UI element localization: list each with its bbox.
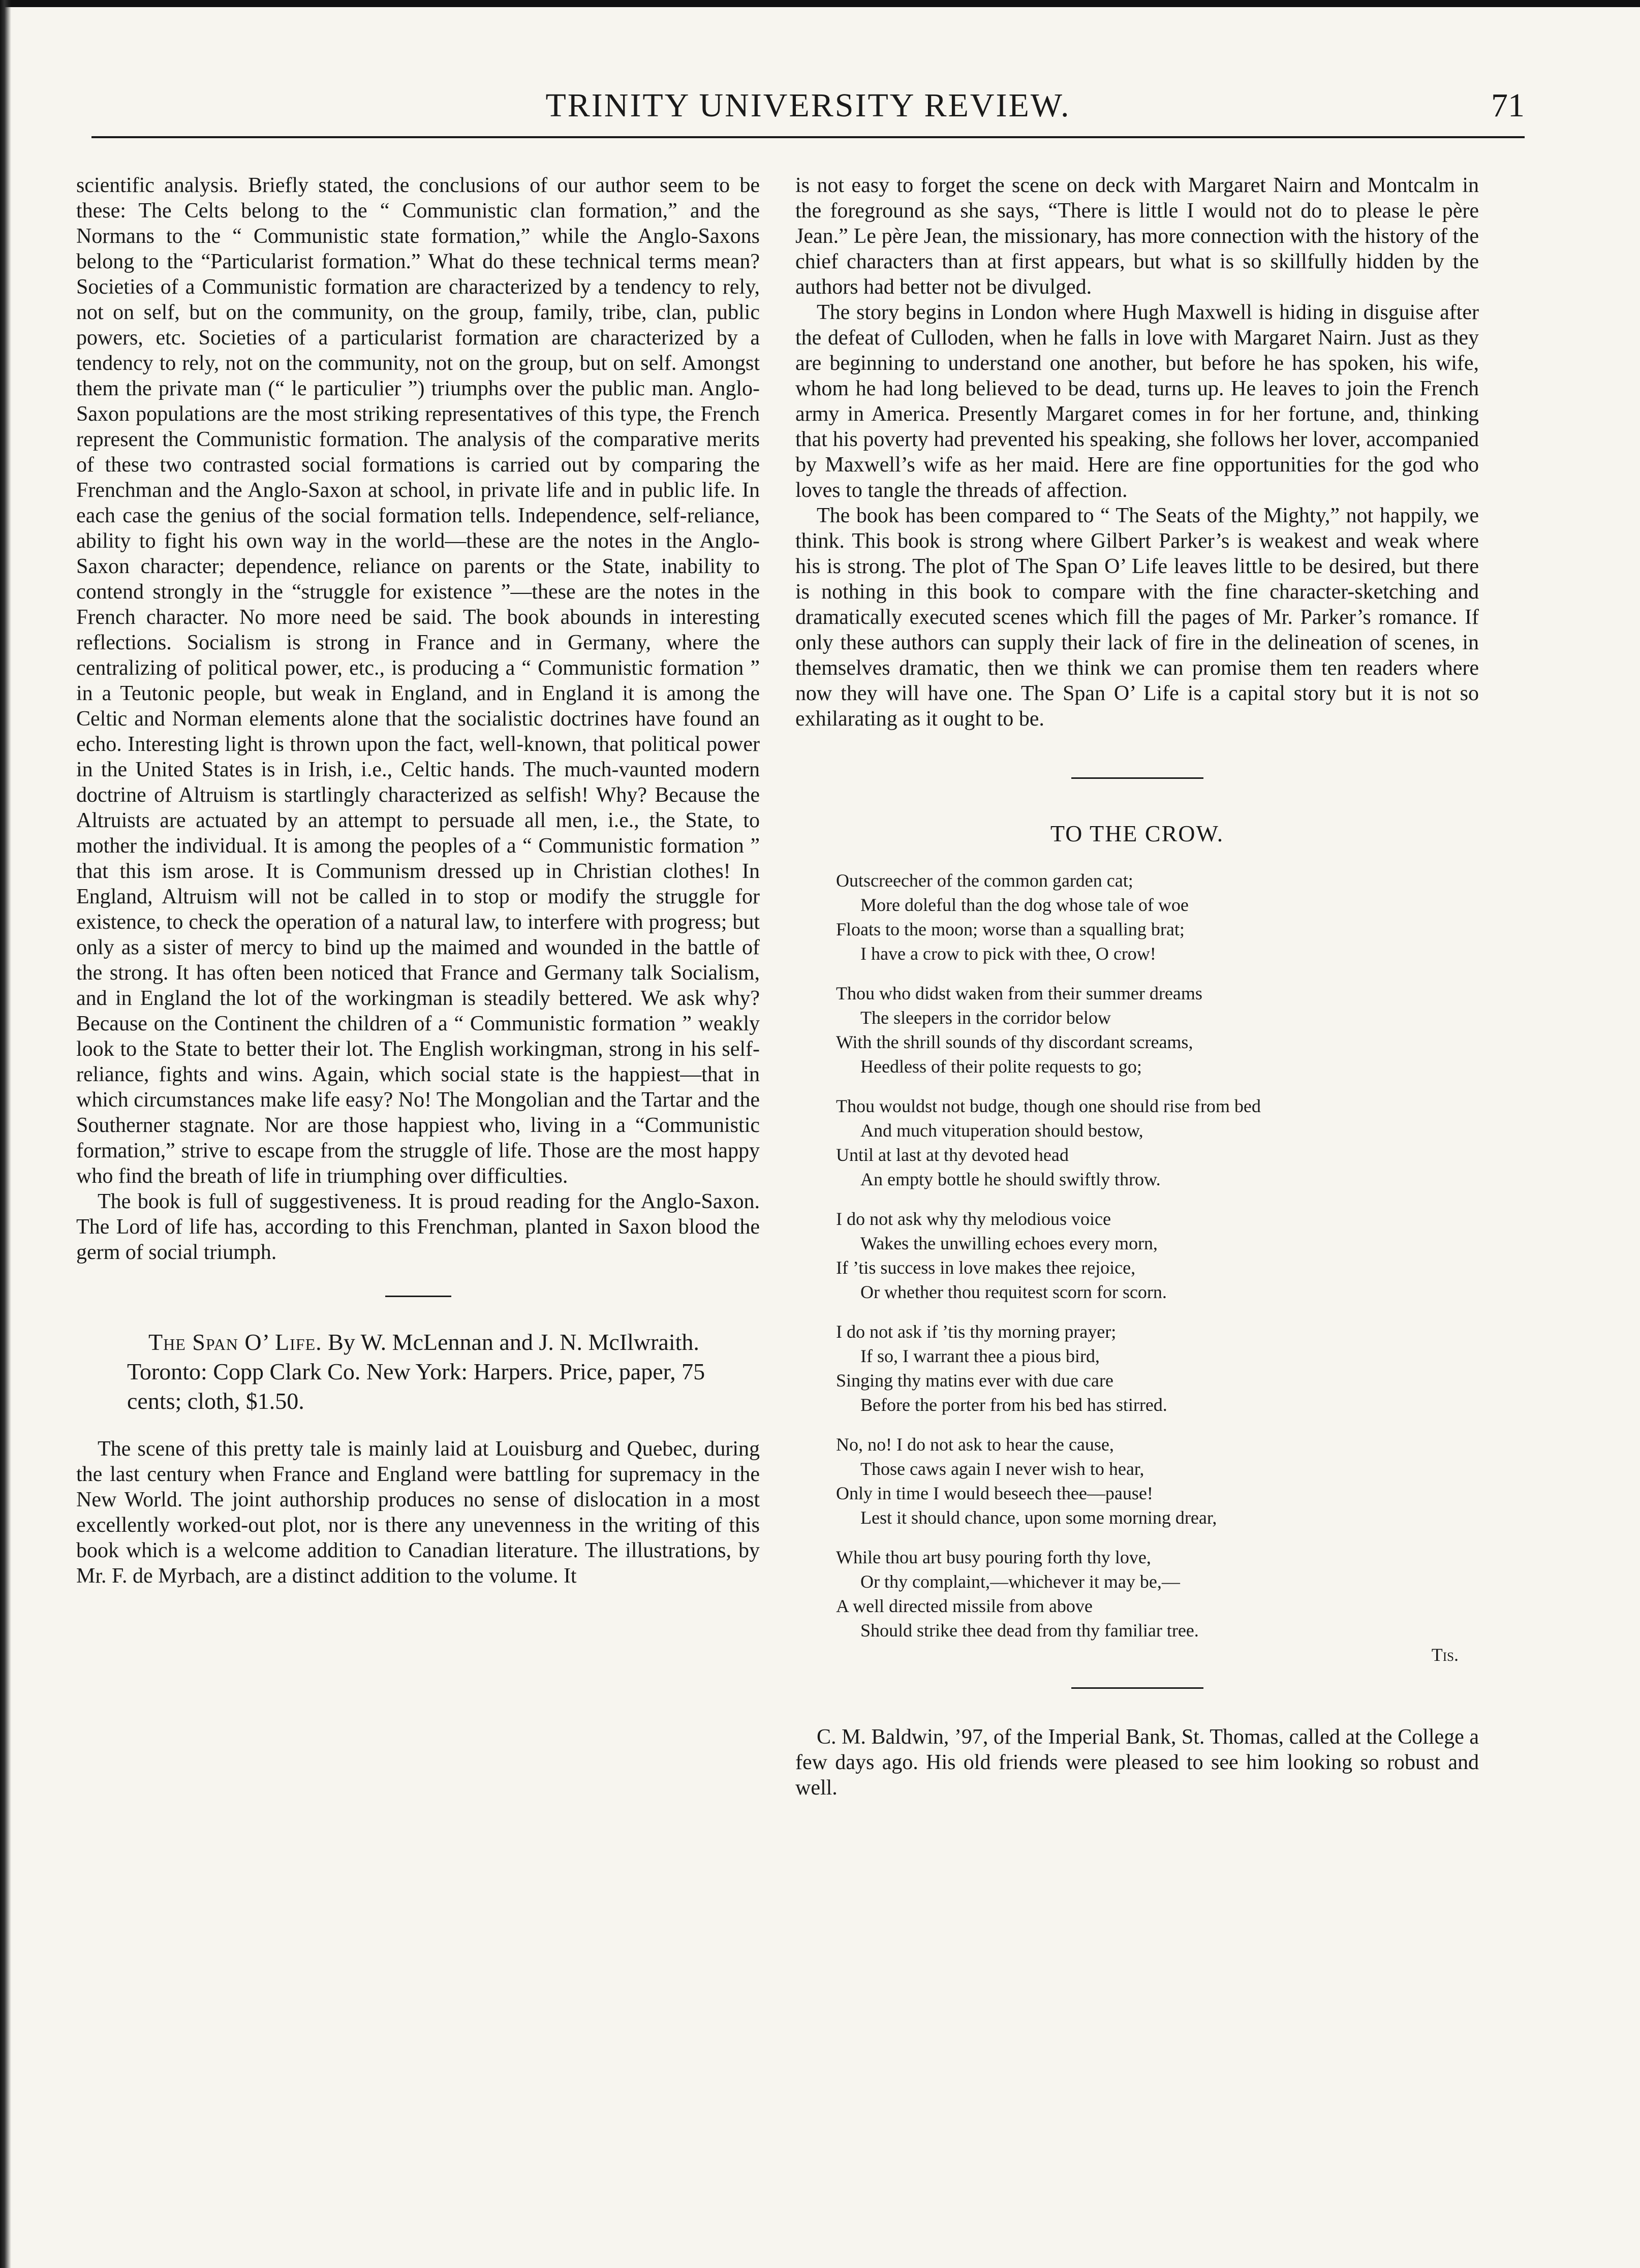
poem-line: Until at last at thy devoted head xyxy=(836,1145,1069,1165)
poem-line: I do not ask why thy melodious voice xyxy=(836,1209,1111,1229)
essay-paragraph: scientific analysis. Briefly stated, the conclusions of our author seem to be these: The Celts belong to the “ Communistic clan formation,” and the Normans to the “ Communistic state formation,” while the Anglo-Saxons belong to the “Particularist formation.” What do these technical terms mean? Societies of a Communistic formation are characterized by a tendency to rely, not on self, but on the community, on the group, family, tribe, clan, public powers, etc. Societies of a particularist formation are characterized by a tendency to rely, not on the community, not on the group, but on self. Amongst them the private man (“ le particulier ”) triumphs over the public man. Anglo-Saxon populations are the most striking representatives of this type, the French represent the Communistic formation. The analysis of the comparative merits of these two contrasted social formations is carried out by comparing the Frenchman and the Anglo-Saxon at school, in private life and in public life. In each case the genius of the social formation tells. Independence, self-reliance, ability to fight his own way in the world—these are the notes in the Anglo-Saxon character; dependence, reliance on parents or the State, inability to contend strongly in the “struggle for existence ”—these are the notes in the French character. No more need be said. The book abounds in interesting reflections. Socialism is strong in France and in Germany, where the centralizing of political power, etc., is producing a “ Communistic formation ” in a Teutonic people, but weak in England, and in England it is among the Celtic and Norman elements alone that the socialistic doctrines have found an echo. Interesting light is thrown upon the fact, well-known, that political power in the United States is in Irish, i.e., Celtic hands. The much-vaunted modern doctrine of Altruism is startlingly characterized as selfish! Why? Because the Altruists are actuated by an attempt to persuade all men, i.e., the State, to mother the individual. It is among the peoples of a “ Communistic formation ” that this ism arose. It is Communism dressed up in Christian clothes! In England, Altruism will not be called in to stop or modify the struggle for existence, to check the operation of a natural law, to interfere with progress; but only as a sister of mercy to bind up the maimed and wounded in the battle of the strong. It has often been noticed that France and Germany talk Socialism, and in England the lot of the workingman is steadily bettered. We ask why? Because on the Continent the children of a “ Communistic formation ” weakly look to the State to better their lot. The English workingman, strong in his self-reliance, fights and wins. Again, which social state is the happiest—that in which circumstances make life easy? No! The Mongolian and the Tartar and the Southerner stagnate. Nor are those happiest who, living in a “Communistic formation,” strive to escape from the struggle of life. Those are the most happy who find the breath of life in triumphing over difficulties. xyxy=(76,174,760,1188)
poem-line: Or whether thou requitest scorn for scorn. xyxy=(860,1282,1167,1302)
poem-line: An empty bottle he should swiftly throw. xyxy=(860,1169,1161,1189)
review-heading xyxy=(76,1328,760,1416)
review-book-title: The Span O’ Life. xyxy=(148,1329,322,1355)
poem-line: I do not ask if ’tis thy morning prayer; xyxy=(836,1321,1117,1342)
review-book-details: By W. McLennan and J. N. McIlwraith. Toronto: Copp Clark Co. New York: Harpers. Price, paper, 75 cents; cloth, $1.50. xyxy=(127,1329,705,1414)
poem-stanza xyxy=(836,1207,1479,1304)
poem-line: A well directed missile from above xyxy=(836,1596,1093,1616)
poem xyxy=(836,868,1479,1667)
essay-paragraph: The book is full of suggestiveness. It is proud reading for the Anglo-Saxon. The Lord of life has, according to this Frenchman, planted in Saxon blood the germ of social triumph. xyxy=(76,1190,760,1264)
poem-line: Only in time I would beseech thee—pause! xyxy=(836,1483,1153,1503)
poem-title: TO THE CROW. xyxy=(1050,821,1224,846)
page-number: 71 xyxy=(1491,87,1525,124)
poem-line: Before the porter from his bed has stirred. xyxy=(860,1395,1167,1415)
poem-line: Lest it should chance, upon some morning drear, xyxy=(860,1507,1217,1528)
poem-line: Wakes the unwilling echoes every morn, xyxy=(860,1233,1158,1253)
poem-line: Thou who didst waken from their summer dreams xyxy=(836,983,1202,1003)
journal-title: TRINITY UNIVERSITY REVIEW. xyxy=(545,87,1071,124)
poem-line: If so, I warrant thee a pious bird, xyxy=(860,1346,1100,1366)
review-paragraph: The story begins in London where Hugh Maxwell is hiding in disguise after the defeat of Culloden, when he falls in love with Margaret Nairn. Just as they are beginning to understand one another, but before he has spoken, his wife, whom he had long believed to be dead, turns up. He leaves to join the French army in America. Presently Margaret comes in for her fortune, and, thinking that his poverty had prevented his speaking, she follows her lover, accompanied by Maxwell’s wife as her maid. Here are fine opportunities for the god who loves to tangle the threads of affection. xyxy=(795,301,1479,502)
poem-line: Thou wouldst not budge, though one should rise from bed xyxy=(836,1096,1261,1116)
page-header xyxy=(91,85,1525,136)
poem-line: Floats to the moon; worse than a squalling brat; xyxy=(836,919,1185,939)
poem-line: Outscreecher of the common garden cat; xyxy=(836,870,1133,891)
poem-signature: Tis. xyxy=(1431,1645,1459,1665)
poem-line: Or thy complaint,—whichever it may be,— xyxy=(860,1571,1180,1592)
poem-stanza xyxy=(836,981,1479,1079)
poem-line: While thou art busy pouring forth thy love, xyxy=(836,1547,1151,1567)
poem-line: And much vituperation should bestow, xyxy=(860,1120,1143,1141)
section-divider xyxy=(1071,777,1203,779)
poem-line: Singing thy matins ever with due care xyxy=(836,1370,1113,1391)
section-divider xyxy=(385,1296,451,1297)
poem-line: Should strike thee dead from thy familiar tree. xyxy=(860,1620,1199,1641)
review-paragraph: The scene of this pretty tale is mainly laid at Louisburg and Quebec, during the last century when France and England were battling for supremacy in the New World. The joint authorship produces no sense of dislocation in a most excellently worked-out plot, nor is there any unevenness in the writing of this book which is a welcome addition to Canadian literature. The illustrations, by Mr. F. de Myrbach, are a distinct addition to the volume. It xyxy=(76,1437,760,1588)
poem-line: The sleepers in the corridor below xyxy=(860,1007,1111,1028)
poem-line: More doleful than the dog whose tale of woe xyxy=(860,895,1189,915)
review-paragraph: The book has been compared to “ The Seats of the Mighty,” not happily, we think. This book is strong where Gilbert Parker’s is weakest and weak where his is strong. The plot of The Span O’ Life leaves little to be desired, but there is nothing in this book to compare with the fine character-sketching and dramatically executed scenes which fill the pages of Mr. Parker’s romance. If only these authors can supply their lack of fire in the delineation of scenes, in themselves dramatic, then we think we can promise them ten readers where now they will have one. The Span O’ Life is a capital story but it is not so exhilarating as it ought to be. xyxy=(795,504,1479,731)
poem-line: No, no! I do not ask to hear the cause, xyxy=(836,1434,1114,1455)
review-paragraph: is not easy to forget the scene on deck with Margaret Nairn and Montcalm in the foreground as she says, “There is little I would not do to please le père Jean.” Le père Jean, the missionary, has more connection with the history of the chief characters than at first appears, but what is so skillfully hidden by the authors had better not be divulged. xyxy=(795,174,1479,299)
header-rule xyxy=(91,136,1525,138)
left-column xyxy=(76,173,760,1589)
page-edge-left xyxy=(0,0,11,2268)
right-column xyxy=(795,173,1479,1801)
poem-line: I have a crow to pick with thee, O crow! xyxy=(860,943,1156,964)
poem-line: If ’tis success in love makes thee rejoice, xyxy=(836,1257,1136,1278)
poem-stanza xyxy=(836,868,1479,966)
personal-notice: C. M. Baldwin, ’97, of the Imperial Bank, St. Thomas, called at the College a few days ago. His old friends were pleased to see him looking so robust and well. xyxy=(795,1725,1479,1800)
poem-line: Heedless of their polite requests to go; xyxy=(860,1056,1142,1077)
section-divider xyxy=(1071,1687,1203,1689)
page-edge-top xyxy=(0,0,1640,7)
poem-stanza xyxy=(836,1094,1479,1191)
poem-stanza xyxy=(836,1432,1479,1530)
poem-stanza xyxy=(836,1319,1479,1417)
poem-line: Those caws again I never wish to hear, xyxy=(860,1459,1144,1479)
poem-line: With the shrill sounds of thy discordant screams, xyxy=(836,1032,1193,1052)
poem-stanza xyxy=(836,1545,1479,1643)
